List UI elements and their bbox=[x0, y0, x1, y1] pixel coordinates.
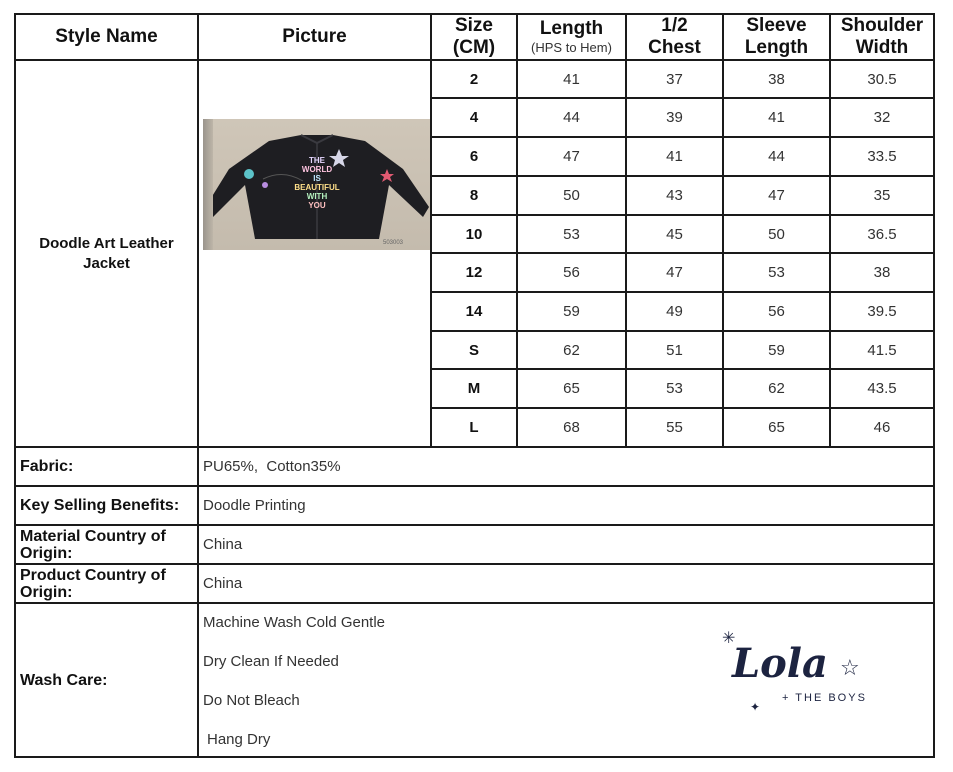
cell-shoulder: 39.5 bbox=[867, 303, 897, 320]
cell-chest: 41 bbox=[666, 148, 683, 165]
cell-length: 65 bbox=[563, 380, 580, 397]
wash-care-label: Wash Care: bbox=[20, 671, 108, 689]
header-size: Size (CM) bbox=[452, 14, 496, 58]
cell-shoulder: 36.5 bbox=[867, 225, 897, 243]
cell-chest: 37 bbox=[666, 70, 683, 88]
cell-shoulder: 32 bbox=[873, 109, 891, 126]
cell-length: 41 bbox=[563, 70, 580, 88]
cell-shoulder: 41.5 bbox=[867, 341, 897, 359]
cell-size: 14 bbox=[465, 303, 483, 320]
cell-length: 59 bbox=[563, 303, 580, 320]
header-shoulder-width: Shoulder Width bbox=[840, 14, 924, 58]
fabric-value: PU65%, Cotton35% bbox=[203, 458, 341, 475]
cell-length: 68 bbox=[563, 419, 580, 436]
cell-size: M bbox=[467, 380, 481, 397]
material-origin-label: Material Country of Origin: bbox=[20, 527, 166, 562]
cell-length: 56 bbox=[563, 264, 580, 281]
logo-wordmark: Lola bbox=[732, 640, 828, 687]
header-style-name: Style Name bbox=[55, 26, 158, 47]
cell-sleeve: 44 bbox=[768, 148, 785, 165]
photo-tag: 503003 bbox=[383, 240, 404, 246]
cell-size: L bbox=[469, 419, 479, 436]
sparkle-icon: ✳ bbox=[722, 628, 736, 647]
cell-chest: 43 bbox=[666, 187, 683, 204]
cell-shoulder: 38 bbox=[873, 264, 891, 281]
cell-chest: 49 bbox=[666, 303, 683, 320]
cell-chest: 45 bbox=[666, 225, 683, 243]
wash-care-item: Do Not Bleach bbox=[203, 691, 300, 709]
cell-length: 50 bbox=[563, 187, 580, 204]
benefits-label: Key Selling Benefits: bbox=[20, 497, 180, 514]
cell-sleeve: 65 bbox=[768, 419, 785, 436]
lola-brand-logo bbox=[720, 625, 880, 715]
print-line-4: BEAUTIFUL bbox=[294, 183, 340, 192]
wash-care-item: Dry Clean If Needed bbox=[203, 652, 339, 670]
cell-sleeve: 56 bbox=[768, 303, 785, 320]
cell-size: 10 bbox=[465, 225, 483, 243]
cell-sleeve: 38 bbox=[768, 70, 785, 88]
style-name-cell: Doodle Art Leather Jacket bbox=[39, 234, 174, 272]
print-line-2: WORLD bbox=[301, 165, 333, 174]
cell-size: 4 bbox=[469, 109, 479, 126]
border-bottom bbox=[14, 756, 935, 758]
cell-size: 6 bbox=[469, 148, 479, 165]
cell-length: 62 bbox=[563, 341, 580, 359]
header-length: Length (HPS to Hem) bbox=[531, 18, 612, 55]
material-origin-value: China bbox=[203, 536, 243, 553]
star-outline-icon: ☆ bbox=[840, 656, 860, 681]
star-icon: ✦ bbox=[750, 700, 761, 714]
cell-chest: 53 bbox=[666, 380, 683, 397]
header-chest: 1/2 Chest bbox=[648, 14, 701, 58]
fabric-label: Fabric: bbox=[20, 458, 74, 475]
cell-size: S bbox=[468, 341, 479, 359]
benefits-value: Doodle Printing bbox=[203, 497, 306, 514]
cell-sleeve: 59 bbox=[768, 341, 785, 359]
cell-shoulder: 30.5 bbox=[867, 70, 897, 88]
cell-shoulder: 43.5 bbox=[867, 380, 897, 397]
header-picture: Picture bbox=[282, 26, 347, 47]
cell-sleeve: 53 bbox=[768, 264, 785, 281]
jacket-illustration bbox=[203, 119, 430, 250]
product-origin-label: Product Country of Origin: bbox=[20, 566, 166, 601]
print-line-3: IS bbox=[313, 174, 321, 183]
print-line-5: WITH bbox=[306, 192, 328, 201]
cell-shoulder: 33.5 bbox=[867, 148, 897, 165]
cell-shoulder: 46 bbox=[873, 419, 891, 436]
cell-shoulder: 35 bbox=[873, 187, 891, 204]
cell-sleeve: 47 bbox=[768, 187, 785, 204]
cell-chest: 51 bbox=[666, 341, 683, 359]
cell-length: 44 bbox=[563, 109, 580, 126]
wash-care-item: Hang Dry bbox=[207, 730, 271, 748]
product-origin-value: China bbox=[203, 575, 243, 592]
cell-sleeve: 62 bbox=[768, 380, 785, 397]
cell-size: 2 bbox=[469, 70, 479, 88]
print-line-1: THE bbox=[309, 156, 325, 165]
border-right bbox=[933, 13, 935, 758]
print-line-6: YOU bbox=[308, 201, 326, 210]
cell-chest: 55 bbox=[666, 419, 683, 436]
cell-chest: 47 bbox=[666, 264, 683, 281]
cell-sleeve: 41 bbox=[768, 109, 785, 126]
cell-size: 12 bbox=[465, 264, 483, 281]
cell-chest: 39 bbox=[666, 109, 683, 126]
cell-sleeve: 50 bbox=[768, 225, 785, 243]
cell-size: 8 bbox=[469, 187, 479, 204]
product-photo bbox=[203, 119, 430, 250]
cell-length: 47 bbox=[563, 148, 580, 165]
table-bottom bbox=[14, 446, 935, 448]
logo-tagline: + THE BOYS bbox=[782, 692, 867, 704]
wash-care-item: Machine Wash Cold Gentle bbox=[203, 613, 386, 631]
cell-length: 53 bbox=[563, 225, 580, 243]
header-sleeve-length: Sleeve Length bbox=[744, 14, 809, 58]
